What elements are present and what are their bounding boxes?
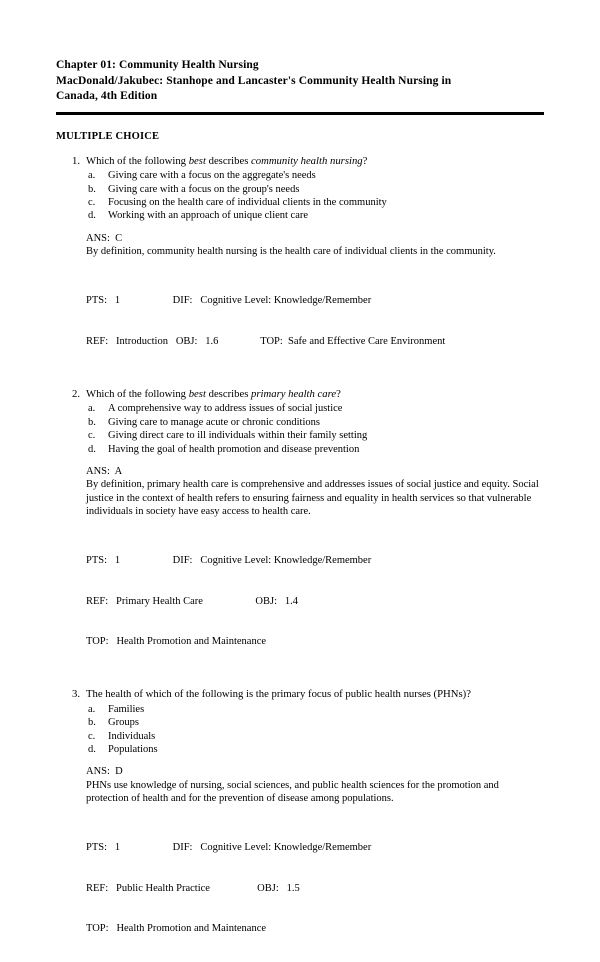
question-block [56, 155, 544, 375]
question-stem-mid: describes [205, 154, 252, 167]
question-stem [86, 388, 544, 402]
choice-item[interactable] [86, 429, 544, 442]
choice-text: Families [108, 703, 145, 715]
question-stem-emphasis-1: best [188, 387, 206, 400]
question-stem-emphasis-2: primary health care [251, 387, 337, 400]
choice-item[interactable] [86, 443, 544, 456]
answer-explanation: By definition, community health nursing is the health care of individual clients in the community. [86, 246, 496, 258]
choice-letter: c. [88, 430, 96, 442]
choice-letter: c. [88, 196, 96, 208]
choice-letter: d. [88, 743, 96, 755]
choice-text: Individuals [108, 730, 156, 742]
choice-text: Giving care with a focus on the aggregate's needs [108, 170, 316, 182]
choice-item[interactable] [86, 416, 544, 429]
choice-letter: d. [88, 210, 96, 222]
answer-explanation: PHNs use knowledge of nursing, social sciences, and public health sciences for the promotion and protection of health and for the prevention of disease among populations. [86, 779, 499, 805]
choice-list [86, 703, 544, 757]
metadata-line: REF: Primary Health Care OBJ: 1.4 [86, 595, 299, 607]
question-metadata [86, 268, 544, 375]
question-stem-pre: The health of which of the following is the primary focus of public health nurses (PHNs)? [86, 688, 471, 701]
question-block [56, 388, 544, 675]
choice-text: Giving care with a focus on the group's needs [108, 183, 300, 195]
question-stem-post: ? [336, 387, 341, 400]
metadata-line: TOP: Health Promotion and Maintenance [86, 635, 267, 647]
choice-item[interactable] [86, 402, 544, 415]
question-stem-emphasis-1: best [188, 154, 206, 167]
metadata-line: PTS: 1 DIF: Cognitive Level: Knowledge/Remember [86, 295, 372, 307]
answer-line: ANS: A [86, 466, 123, 477]
question-stem [86, 688, 544, 702]
page-title-line-2: MacDonald/Jakubec: Stanhope and Lancaster's Community Health Nursing in [56, 74, 452, 87]
choice-list [86, 402, 544, 456]
choice-text: Giving direct care to ill individuals within their family setting [108, 430, 368, 442]
choice-text: Giving care to manage acute or chronic conditions [108, 416, 320, 428]
choice-text: Focusing on the health care of individual clients in the community [108, 196, 387, 208]
metadata-line: PTS: 1 DIF: Cognitive Level: Knowledge/Remember [86, 842, 372, 854]
choice-item[interactable] [86, 169, 544, 182]
page-title-line-1: Chapter 01: Community Health Nursing [56, 59, 259, 71]
choice-item[interactable] [86, 183, 544, 196]
choice-text: Working with an approach of unique client care [108, 210, 309, 222]
choice-list [86, 169, 544, 223]
choice-text: Having the goal of health promotion and disease prevention [108, 443, 360, 455]
question-block [56, 688, 544, 962]
choice-text: Groups [108, 717, 139, 729]
choice-letter: d. [88, 443, 96, 455]
page-title-line-3: Canada, 4th Edition [56, 90, 158, 102]
choice-letter: a. [88, 170, 96, 182]
choice-letter: a. [88, 403, 96, 415]
page-title [56, 58, 544, 105]
choice-letter: a. [88, 703, 96, 715]
section-heading: MULTIPLE CHOICE [56, 130, 160, 142]
answer-line: ANS: C [86, 232, 123, 244]
choice-text: A comprehensive way to address issues of social justice [108, 403, 343, 415]
question-stem-pre: Which of the following [86, 387, 189, 400]
choice-item[interactable] [86, 730, 544, 743]
question-stem [86, 155, 544, 169]
question-number: 1. [71, 154, 80, 167]
question-number: 2. [71, 387, 80, 400]
question-metadata [86, 815, 544, 962]
choice-item[interactable] [86, 716, 544, 729]
metadata-line: PTS: 1 DIF: Cognitive Level: Knowledge/Remember [86, 555, 372, 567]
question-stem-pre: Which of the following [86, 154, 189, 167]
choice-item[interactable] [86, 743, 544, 756]
answer-explanation: By definition, primary health care is comprehensive and addresses issues of social justice and equity. Social justice in the context of health refers to ensuring fairness and equality in health services so that vulnerable individuals in society have easy access to health care. [86, 479, 539, 518]
choice-letter: b. [88, 717, 96, 729]
choice-item[interactable] [86, 703, 544, 716]
question-number: 3. [71, 688, 80, 701]
metadata-line: TOP: Health Promotion and Maintenance [86, 922, 267, 934]
choice-letter: b. [88, 416, 96, 428]
choice-letter: c. [88, 730, 96, 742]
choice-item[interactable] [86, 209, 544, 222]
question-stem-post: ? [362, 154, 368, 167]
choice-letter: b. [88, 183, 96, 195]
answer-block [86, 232, 544, 259]
answer-block [86, 765, 544, 805]
question-stem-emphasis-2: community health nursing [251, 154, 363, 167]
metadata-line: REF: Introduction OBJ: 1.6 TOP: Safe and Effective Care Environment [86, 335, 446, 347]
question-metadata [86, 528, 544, 675]
choice-item[interactable] [86, 196, 544, 209]
metadata-line: REF: Public Health Practice OBJ: 1.5 [86, 882, 300, 894]
answer-line: ANS: D [86, 766, 123, 778]
choice-text: Populations [108, 743, 158, 755]
title-divider [56, 112, 544, 115]
answer-block [86, 465, 544, 519]
question-stem-mid: describes [205, 387, 252, 400]
